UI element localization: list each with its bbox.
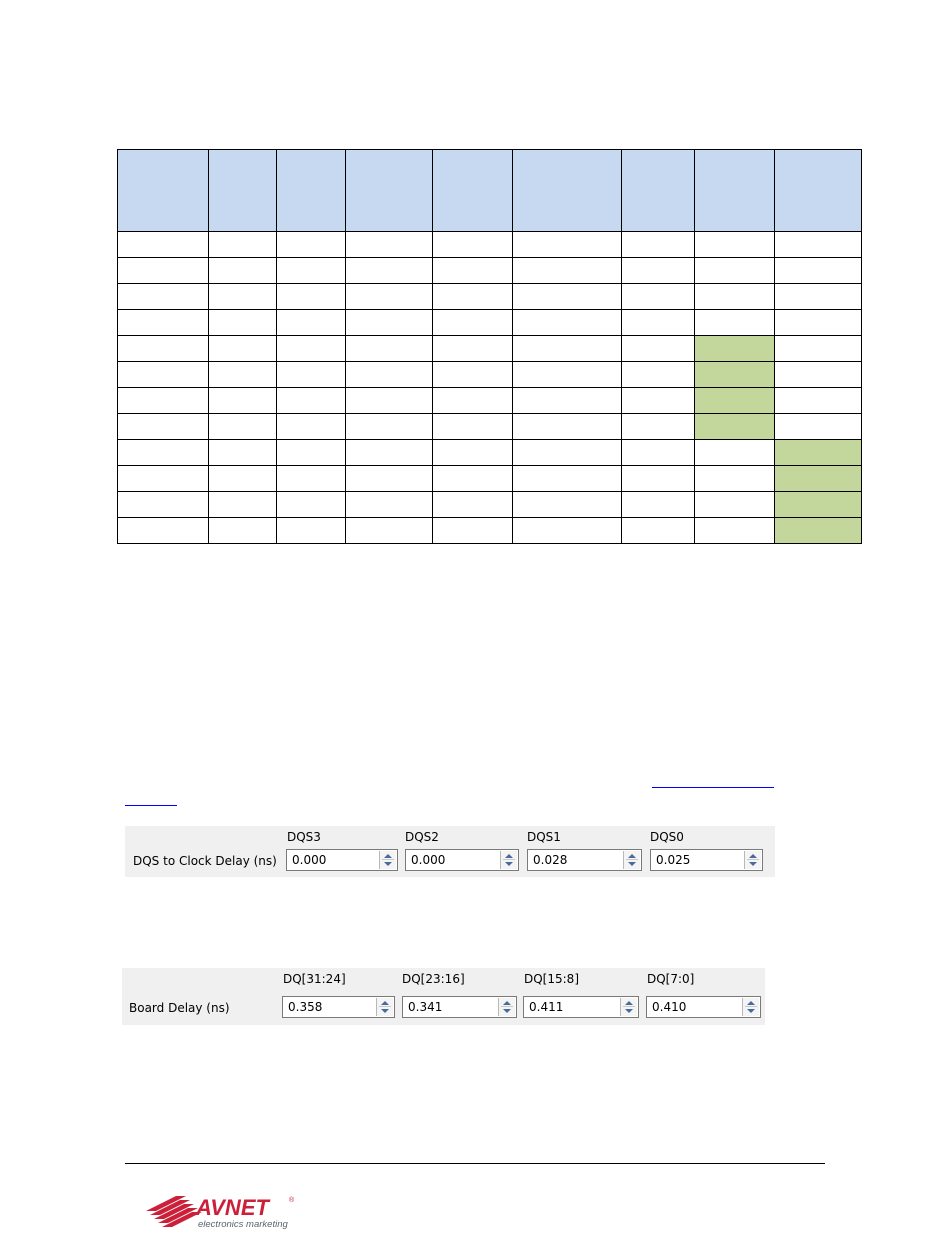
table-cell (346, 518, 433, 544)
table-header-cell (622, 150, 695, 232)
table-cell (118, 284, 209, 310)
table-cell (277, 492, 346, 518)
table-cell (346, 284, 433, 310)
table-row (118, 232, 862, 258)
dqs-row-label: DQS to Clock Delay (ns) (133, 854, 277, 868)
table-cell (622, 232, 695, 258)
table-cell (695, 466, 775, 492)
table-header-cell (695, 150, 775, 232)
table-cell (433, 232, 513, 258)
table-cell (433, 258, 513, 284)
table-cell (513, 466, 622, 492)
table-cell (209, 232, 277, 258)
table-cell (346, 440, 433, 466)
board-row-label: Board Delay (ns) (129, 1001, 230, 1015)
table-cell (209, 336, 277, 362)
table-cell (346, 336, 433, 362)
table-cell (622, 258, 695, 284)
table-row (118, 414, 862, 440)
table-cell (775, 284, 862, 310)
table-cell (433, 492, 513, 518)
logo-trademark: ® (289, 1197, 295, 1204)
dq-23-16-label: DQ[23:16] (402, 972, 465, 986)
spin-arrows-icon[interactable] (376, 998, 393, 1016)
table-cell (775, 336, 862, 362)
dq-31-24-label: DQ[31:24] (283, 972, 346, 986)
dqs2-value[interactable]: 0.000 (411, 853, 446, 867)
table-cell (118, 310, 209, 336)
table-cell (622, 362, 695, 388)
table-cell (346, 414, 433, 440)
hyperlink-underline[interactable] (125, 804, 177, 806)
table-cell (209, 388, 277, 414)
table-cell (346, 466, 433, 492)
table-cell (118, 414, 209, 440)
table-cell (695, 492, 775, 518)
dqs3-value[interactable]: 0.000 (292, 853, 327, 867)
table-cell (775, 492, 862, 518)
table-cell (775, 466, 862, 492)
dq-23-16-spinbox[interactable] (402, 996, 517, 1018)
logo-brand: AVNET (196, 1195, 269, 1220)
table-cell (622, 414, 695, 440)
dqs1-label: DQS1 (527, 830, 561, 844)
logo-tagline: electronics marketing (198, 1219, 288, 1230)
dqs3-label: DQS3 (287, 830, 321, 844)
dq-15-8-spinbox[interactable] (523, 996, 639, 1018)
table-row (118, 388, 862, 414)
table-cell (622, 466, 695, 492)
table-cell (695, 518, 775, 544)
table-header-cell (346, 150, 433, 232)
table-cell (277, 440, 346, 466)
table-cell (209, 466, 277, 492)
table-cell (695, 414, 775, 440)
table-cell (433, 336, 513, 362)
table-cell (513, 258, 622, 284)
table-cell (622, 336, 695, 362)
dqs1-spinbox[interactable] (527, 849, 642, 871)
table-cell (622, 388, 695, 414)
table-header-cell (277, 150, 346, 232)
dq-15-8-label: DQ[15:8] (524, 972, 579, 986)
table-cell (118, 492, 209, 518)
dq-7-0-spinbox[interactable] (646, 996, 761, 1018)
table-cell (277, 258, 346, 284)
table-cell (209, 284, 277, 310)
table-cell (209, 440, 277, 466)
spin-arrows-icon[interactable] (620, 998, 637, 1016)
table-header-row (118, 150, 862, 232)
table-cell (622, 310, 695, 336)
dqs1-value[interactable]: 0.028 (533, 853, 568, 867)
dqs0-value[interactable]: 0.025 (656, 853, 691, 867)
table-cell (209, 310, 277, 336)
table-row (118, 518, 862, 544)
table-header-cell (775, 150, 862, 232)
table-cell (513, 310, 622, 336)
table-cell (277, 388, 346, 414)
dqs3-spinbox[interactable] (286, 849, 398, 871)
table-cell (277, 336, 346, 362)
spin-arrows-icon[interactable] (500, 851, 517, 869)
table-cell (209, 362, 277, 388)
table-body (118, 232, 862, 544)
table-row (118, 492, 862, 518)
dq-31-24-spinbox[interactable] (282, 996, 395, 1018)
table-row (118, 362, 862, 388)
table-cell (775, 440, 862, 466)
table-cell (513, 440, 622, 466)
table-cell (695, 362, 775, 388)
table-cell (433, 362, 513, 388)
table-row (118, 258, 862, 284)
avnet-logo (146, 1188, 298, 1232)
table-cell (695, 310, 775, 336)
dq-7-0-value[interactable]: 0.410 (652, 1000, 687, 1014)
spin-arrows-icon[interactable] (498, 998, 515, 1016)
table-cell (775, 258, 862, 284)
table-cell (433, 414, 513, 440)
table-cell (513, 492, 622, 518)
table-cell (277, 414, 346, 440)
table-header-cell (209, 150, 277, 232)
dqs0-spinbox[interactable] (650, 849, 763, 871)
table-header-cell (118, 150, 209, 232)
table-cell (513, 232, 622, 258)
table-cell (622, 492, 695, 518)
table-cell (775, 362, 862, 388)
table-cell (346, 232, 433, 258)
table-cell (775, 232, 862, 258)
table-cell (346, 492, 433, 518)
table-cell (513, 336, 622, 362)
table-cell (277, 362, 346, 388)
table-cell (118, 336, 209, 362)
table-cell (695, 284, 775, 310)
table-row (118, 310, 862, 336)
table-cell (775, 388, 862, 414)
table-row (118, 336, 862, 362)
footer-rule (125, 1163, 825, 1164)
dq-7-0-label: DQ[7:0] (647, 972, 695, 986)
spin-arrows-icon[interactable] (744, 851, 761, 869)
table-cell (695, 388, 775, 414)
table-cell (433, 440, 513, 466)
table-cell (118, 440, 209, 466)
spin-arrows-icon[interactable] (623, 851, 640, 869)
dq-23-16-value[interactable]: 0.341 (408, 1000, 443, 1014)
table-cell (118, 518, 209, 544)
table-cell (695, 258, 775, 284)
table-cell (346, 258, 433, 284)
table-cell (513, 518, 622, 544)
spin-arrows-icon[interactable] (742, 998, 759, 1016)
table-header-cell (433, 150, 513, 232)
table-row (118, 466, 862, 492)
table-cell (695, 232, 775, 258)
table-cell (277, 466, 346, 492)
hyperlink-underline[interactable] (652, 786, 774, 788)
dqs2-spinbox[interactable] (405, 849, 519, 871)
table-cell (118, 388, 209, 414)
table-cell (775, 414, 862, 440)
table-cell (433, 466, 513, 492)
table-cell (118, 466, 209, 492)
table-cell (775, 518, 862, 544)
table-cell (346, 388, 433, 414)
table-cell (513, 388, 622, 414)
dqs0-label: DQS0 (650, 830, 684, 844)
table-cell (513, 362, 622, 388)
table-header-cell (513, 150, 622, 232)
table-cell (277, 518, 346, 544)
table-cell (433, 388, 513, 414)
table-cell (118, 258, 209, 284)
dq-15-8-value[interactable]: 0.411 (529, 1000, 564, 1014)
board-delay-panel (122, 968, 765, 1025)
table-cell (277, 310, 346, 336)
table-cell (346, 362, 433, 388)
table-row (118, 284, 862, 310)
data-table (117, 149, 862, 544)
table-cell (622, 518, 695, 544)
table-cell (433, 310, 513, 336)
table-cell (209, 414, 277, 440)
table-cell (695, 336, 775, 362)
table-cell (277, 232, 346, 258)
table-cell (695, 440, 775, 466)
table-row (118, 440, 862, 466)
table-cell (513, 284, 622, 310)
table-cell (209, 518, 277, 544)
dq-31-24-value[interactable]: 0.358 (288, 1000, 323, 1014)
table-cell (433, 518, 513, 544)
table-cell (209, 492, 277, 518)
table-cell (622, 440, 695, 466)
table-cell (513, 414, 622, 440)
dqs-delay-panel (125, 826, 775, 877)
table-cell (346, 310, 433, 336)
table-cell (118, 362, 209, 388)
table-cell (775, 310, 862, 336)
table-cell (209, 258, 277, 284)
table-cell (118, 232, 209, 258)
table-cell (433, 284, 513, 310)
dqs2-label: DQS2 (405, 830, 439, 844)
spin-arrows-icon[interactable] (379, 851, 396, 869)
table-cell (277, 284, 346, 310)
avnet-logo-icon (146, 1188, 298, 1232)
table-cell (622, 284, 695, 310)
